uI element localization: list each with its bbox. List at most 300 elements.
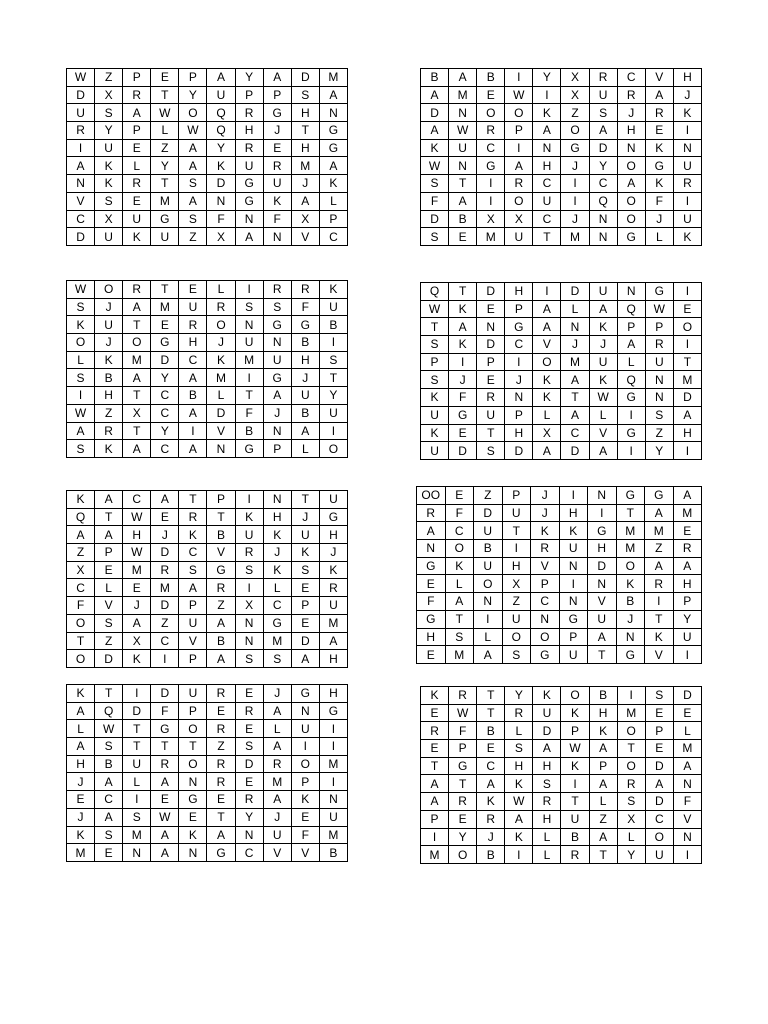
letter-cell: W: [449, 122, 477, 140]
letter-cell: D: [291, 632, 319, 650]
letter-cell: U: [421, 442, 449, 460]
letter-cell: K: [95, 351, 123, 369]
letter-cell: R: [477, 122, 505, 140]
grid-row: [67, 702, 348, 720]
letter-cell: W: [67, 281, 95, 299]
letter-cell: J: [263, 122, 291, 140]
letter-cell: X: [617, 810, 645, 828]
letter-cell: R: [235, 544, 263, 562]
letter-cell: E: [645, 122, 673, 140]
letter-cell: P: [505, 122, 533, 140]
letter-cell: L: [533, 406, 561, 424]
letter-cell: I: [617, 687, 645, 705]
letter-cell: W: [151, 104, 179, 122]
letter-cell: B: [319, 316, 347, 334]
letter-cell: H: [673, 424, 701, 442]
letter-cell: R: [645, 575, 674, 593]
grid-row: [417, 610, 702, 628]
letter-cell: J: [67, 808, 95, 826]
letter-cell: N: [561, 318, 589, 336]
letter-cell: A: [123, 369, 151, 387]
letter-cell: I: [673, 336, 701, 354]
letter-cell: V: [179, 632, 207, 650]
letter-cell: B: [291, 404, 319, 422]
letter-cell: K: [421, 139, 449, 157]
letter-cell: F: [449, 389, 477, 407]
letter-cell: R: [235, 702, 263, 720]
letter-cell: J: [151, 526, 179, 544]
letter-cell: Y: [151, 369, 179, 387]
letter-cell: R: [179, 508, 207, 526]
letter-cell: J: [477, 828, 505, 846]
letter-cell: A: [589, 775, 617, 793]
letter-cell: X: [505, 210, 533, 228]
word-search-grid-6: [416, 486, 702, 664]
letter-cell: G: [561, 139, 589, 157]
letter-cell: I: [235, 579, 263, 597]
letter-cell: N: [207, 440, 235, 458]
letter-cell: R: [95, 422, 123, 440]
letter-cell: S: [235, 561, 263, 579]
letter-cell: E: [449, 424, 477, 442]
letter-cell: K: [616, 575, 645, 593]
letter-cell: S: [67, 298, 95, 316]
letter-cell: K: [673, 104, 701, 122]
letter-cell: C: [445, 522, 474, 540]
letter-cell: H: [291, 351, 319, 369]
letter-cell: B: [589, 687, 617, 705]
letter-cell: L: [561, 300, 589, 318]
letter-cell: Z: [207, 597, 235, 615]
letter-cell: A: [477, 775, 505, 793]
grid-row: [67, 597, 348, 615]
letter-cell: D: [95, 650, 123, 668]
letter-cell: Z: [502, 593, 531, 611]
letter-cell: A: [474, 646, 503, 664]
letter-cell: A: [263, 387, 291, 405]
letter-cell: O: [505, 192, 533, 210]
grid-row: [67, 614, 348, 632]
letter-cell: C: [123, 491, 151, 509]
letter-cell: A: [617, 175, 645, 193]
letter-cell: N: [179, 773, 207, 791]
letter-cell: O: [123, 334, 151, 352]
letter-cell: O: [67, 614, 95, 632]
letter-cell: K: [207, 351, 235, 369]
letter-cell: P: [179, 650, 207, 668]
grid-row: [417, 646, 702, 664]
letter-cell: P: [559, 628, 588, 646]
letter-cell: D: [151, 544, 179, 562]
letter-cell: W: [179, 122, 207, 140]
grid-row: [67, 369, 348, 387]
letter-cell: K: [533, 389, 561, 407]
letter-cell: N: [645, 371, 673, 389]
letter-cell: X: [123, 404, 151, 422]
letter-cell: S: [421, 228, 449, 246]
letter-cell: V: [645, 69, 673, 87]
letter-cell: R: [673, 540, 702, 558]
letter-cell: J: [561, 157, 589, 175]
letter-cell: Y: [207, 139, 235, 157]
letter-cell: E: [151, 791, 179, 809]
letter-cell: S: [235, 738, 263, 756]
letter-cell: N: [235, 316, 263, 334]
letter-cell: J: [617, 104, 645, 122]
letter-cell: A: [263, 738, 291, 756]
letter-cell: A: [95, 808, 123, 826]
letter-cell: X: [561, 69, 589, 87]
letter-cell: J: [123, 597, 151, 615]
letter-cell: Q: [67, 508, 95, 526]
letter-cell: R: [263, 281, 291, 299]
letter-cell: R: [123, 86, 151, 104]
letter-cell: O: [561, 687, 589, 705]
letter-cell: D: [421, 210, 449, 228]
letter-cell: E: [151, 508, 179, 526]
letter-cell: G: [645, 487, 674, 505]
letter-cell: K: [673, 228, 701, 246]
letter-cell: W: [561, 740, 589, 758]
letter-cell: Z: [95, 404, 123, 422]
letter-cell: C: [561, 424, 589, 442]
letter-cell: I: [123, 685, 151, 703]
letter-cell: N: [505, 389, 533, 407]
letter-cell: K: [67, 826, 95, 844]
letter-cell: O: [617, 157, 645, 175]
letter-cell: W: [151, 808, 179, 826]
letter-cell: I: [449, 353, 477, 371]
letter-cell: H: [319, 526, 347, 544]
letter-cell: U: [319, 404, 347, 422]
letter-cell: W: [645, 300, 673, 318]
letter-cell: N: [179, 844, 207, 862]
letter-cell: G: [319, 508, 347, 526]
letter-cell: E: [263, 139, 291, 157]
letter-cell: R: [617, 775, 645, 793]
letter-cell: S: [477, 442, 505, 460]
letter-cell: M: [673, 740, 701, 758]
letter-cell: N: [319, 104, 347, 122]
letter-cell: R: [235, 104, 263, 122]
letter-cell: U: [263, 351, 291, 369]
letter-cell: J: [291, 508, 319, 526]
letter-cell: U: [533, 704, 561, 722]
letter-cell: N: [263, 228, 291, 246]
letter-cell: T: [561, 793, 589, 811]
letter-cell: G: [151, 210, 179, 228]
letter-cell: I: [235, 281, 263, 299]
letter-cell: T: [179, 738, 207, 756]
letter-cell: S: [67, 440, 95, 458]
grid-row: [417, 628, 702, 646]
grid-row: [67, 298, 348, 316]
letter-cell: Y: [95, 122, 123, 140]
grid-row: [421, 318, 702, 336]
letter-cell: E: [421, 740, 449, 758]
letter-cell: H: [263, 508, 291, 526]
letter-cell: Q: [421, 283, 449, 301]
letter-cell: T: [561, 389, 589, 407]
letter-cell: Q: [207, 104, 235, 122]
letter-cell: K: [291, 544, 319, 562]
letter-cell: Z: [179, 228, 207, 246]
letter-cell: C: [505, 336, 533, 354]
letter-cell: C: [151, 440, 179, 458]
letter-cell: S: [123, 808, 151, 826]
letter-cell: G: [588, 522, 617, 540]
letter-cell: A: [263, 791, 291, 809]
grid-row: [421, 69, 702, 87]
letter-cell: W: [589, 389, 617, 407]
letter-cell: T: [502, 522, 531, 540]
letter-cell: D: [151, 597, 179, 615]
letter-cell: Y: [673, 610, 702, 628]
word-search-grid-3: [66, 280, 348, 458]
letter-cell: H: [505, 757, 533, 775]
letter-cell: E: [417, 646, 446, 664]
grid-row: [67, 650, 348, 668]
letter-cell: L: [123, 157, 151, 175]
letter-cell: P: [421, 810, 449, 828]
grid-row: [421, 104, 702, 122]
letter-cell: I: [645, 593, 674, 611]
letter-cell: B: [474, 540, 503, 558]
grid-row: [417, 557, 702, 575]
letter-cell: I: [67, 139, 95, 157]
letter-cell: P: [95, 544, 123, 562]
letter-cell: E: [673, 300, 701, 318]
letter-cell: I: [617, 442, 645, 460]
grid-row: [421, 122, 702, 140]
letter-cell: Q: [589, 192, 617, 210]
letter-cell: H: [533, 810, 561, 828]
word-search-grid-5: [66, 490, 348, 668]
letter-cell: D: [477, 283, 505, 301]
letter-cell: K: [445, 557, 474, 575]
letter-cell: Y: [505, 687, 533, 705]
grid-row: [421, 139, 702, 157]
letter-cell: Y: [235, 69, 263, 87]
letter-cell: T: [421, 757, 449, 775]
letter-cell: T: [617, 740, 645, 758]
letter-cell: U: [235, 334, 263, 352]
letter-cell: D: [474, 504, 503, 522]
letter-cell: E: [179, 281, 207, 299]
letter-cell: A: [673, 487, 702, 505]
letter-cell: W: [421, 157, 449, 175]
grid-row: [67, 86, 348, 104]
letter-cell: S: [291, 561, 319, 579]
letter-cell: F: [291, 298, 319, 316]
letter-cell: U: [673, 210, 701, 228]
letter-cell: N: [235, 632, 263, 650]
letter-cell: K: [263, 561, 291, 579]
letter-cell: I: [502, 540, 531, 558]
letter-cell: I: [319, 773, 347, 791]
letter-cell: M: [123, 826, 151, 844]
grid-row: [417, 487, 702, 505]
letter-cell: X: [561, 86, 589, 104]
letter-cell: Y: [179, 86, 207, 104]
letter-cell: H: [291, 104, 319, 122]
grid-row: [67, 773, 348, 791]
letter-cell: I: [673, 646, 702, 664]
letter-cell: A: [123, 104, 151, 122]
letter-cell: K: [477, 793, 505, 811]
letter-cell: X: [95, 86, 123, 104]
letter-cell: L: [617, 828, 645, 846]
letter-cell: C: [531, 593, 560, 611]
letter-cell: A: [589, 122, 617, 140]
letter-cell: I: [673, 122, 701, 140]
letter-cell: I: [179, 422, 207, 440]
letter-cell: T: [123, 738, 151, 756]
letter-cell: R: [531, 540, 560, 558]
letter-cell: U: [474, 557, 503, 575]
letter-cell: I: [474, 610, 503, 628]
letter-cell: L: [263, 720, 291, 738]
letter-cell: H: [533, 757, 561, 775]
letter-cell: Z: [151, 614, 179, 632]
letter-cell: P: [589, 757, 617, 775]
letter-cell: A: [95, 491, 123, 509]
letter-cell: F: [151, 702, 179, 720]
grid-row: [417, 522, 702, 540]
letter-cell: A: [445, 593, 474, 611]
letter-cell: G: [207, 844, 235, 862]
letter-cell: A: [67, 422, 95, 440]
letter-cell: K: [561, 757, 589, 775]
grid-row: [67, 808, 348, 826]
letter-cell: U: [588, 610, 617, 628]
letter-cell: S: [179, 175, 207, 193]
letter-cell: L: [645, 228, 673, 246]
letter-cell: O: [502, 628, 531, 646]
letter-cell: Z: [589, 810, 617, 828]
letter-cell: P: [645, 722, 673, 740]
grid-row: [67, 139, 348, 157]
letter-cell: K: [95, 175, 123, 193]
letter-cell: I: [673, 846, 701, 864]
letter-cell: A: [505, 810, 533, 828]
letter-cell: D: [151, 685, 179, 703]
letter-cell: Y: [319, 387, 347, 405]
grid-row: [67, 844, 348, 862]
grid-row: [67, 69, 348, 87]
letter-cell: D: [421, 104, 449, 122]
letter-cell: T: [477, 704, 505, 722]
letter-cell: R: [417, 504, 446, 522]
letter-cell: P: [449, 740, 477, 758]
letter-cell: I: [559, 487, 588, 505]
letter-cell: U: [502, 610, 531, 628]
letter-cell: N: [319, 791, 347, 809]
letter-cell: S: [95, 738, 123, 756]
grid-row: [421, 406, 702, 424]
grid-row: [421, 86, 702, 104]
letter-cell: K: [645, 628, 674, 646]
grid-row: [67, 685, 348, 703]
letter-cell: F: [673, 793, 701, 811]
letter-cell: J: [561, 336, 589, 354]
letter-cell: J: [95, 334, 123, 352]
letter-cell: E: [673, 522, 702, 540]
letter-cell: F: [67, 597, 95, 615]
letter-cell: R: [207, 773, 235, 791]
letter-cell: K: [235, 508, 263, 526]
letter-cell: A: [533, 318, 561, 336]
letter-cell: T: [421, 318, 449, 336]
letter-cell: G: [151, 720, 179, 738]
letter-cell: A: [319, 86, 347, 104]
letter-cell: S: [235, 298, 263, 316]
letter-cell: I: [505, 846, 533, 864]
letter-cell: R: [151, 755, 179, 773]
letter-cell: H: [617, 122, 645, 140]
letter-cell: G: [505, 318, 533, 336]
letter-cell: C: [67, 210, 95, 228]
letter-cell: J: [263, 685, 291, 703]
grid-row: [421, 775, 702, 793]
letter-cell: U: [151, 228, 179, 246]
letter-cell: H: [291, 139, 319, 157]
letter-cell: G: [235, 440, 263, 458]
letter-cell: K: [449, 336, 477, 354]
letter-cell: J: [263, 544, 291, 562]
letter-cell: A: [449, 318, 477, 336]
letter-cell: K: [421, 424, 449, 442]
letter-cell: K: [505, 775, 533, 793]
grid-row: [67, 192, 348, 210]
grid-row: [417, 575, 702, 593]
letter-cell: M: [151, 298, 179, 316]
letter-cell: T: [449, 775, 477, 793]
letter-cell: S: [263, 298, 291, 316]
grid-row: [421, 442, 702, 460]
letter-cell: P: [291, 773, 319, 791]
letter-cell: E: [123, 579, 151, 597]
letter-cell: P: [207, 491, 235, 509]
letter-cell: C: [617, 69, 645, 87]
letter-cell: O: [449, 846, 477, 864]
letter-cell: M: [445, 646, 474, 664]
letter-cell: S: [421, 175, 449, 193]
letter-cell: U: [319, 491, 347, 509]
letter-cell: K: [533, 687, 561, 705]
letter-cell: G: [559, 610, 588, 628]
grid-row: [421, 157, 702, 175]
letter-cell: R: [617, 86, 645, 104]
letter-cell: S: [95, 614, 123, 632]
letter-cell: U: [533, 192, 561, 210]
letter-cell: U: [645, 846, 673, 864]
letter-cell: A: [589, 740, 617, 758]
letter-cell: A: [95, 526, 123, 544]
letter-cell: M: [151, 192, 179, 210]
letter-cell: I: [617, 406, 645, 424]
letter-cell: O: [617, 192, 645, 210]
letter-cell: P: [263, 86, 291, 104]
letter-cell: D: [291, 69, 319, 87]
word-search-grid-8: [420, 686, 702, 864]
letter-cell: W: [421, 300, 449, 318]
letter-cell: U: [179, 298, 207, 316]
letter-cell: I: [235, 369, 263, 387]
letter-cell: D: [561, 283, 589, 301]
letter-cell: D: [505, 442, 533, 460]
letter-cell: A: [319, 632, 347, 650]
